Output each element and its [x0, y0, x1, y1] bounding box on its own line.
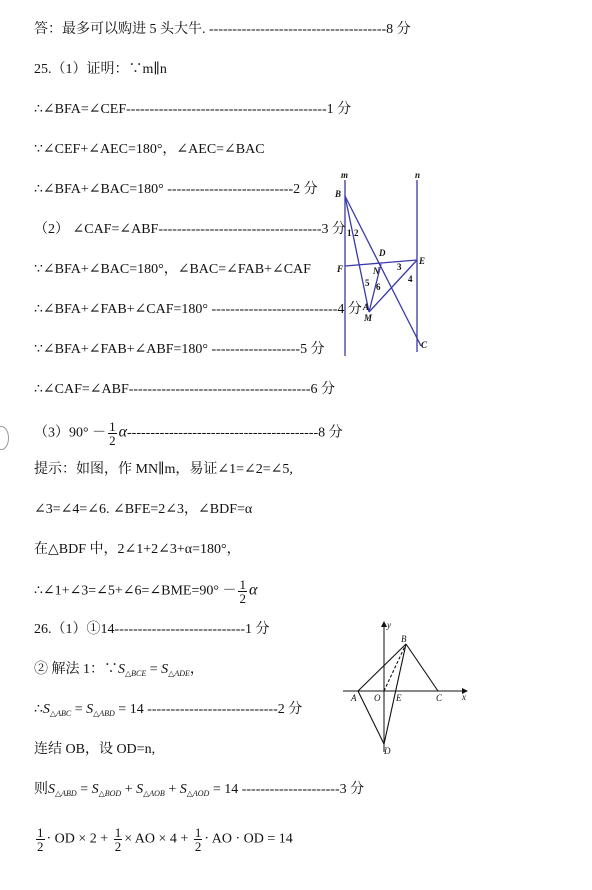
label-D: D — [384, 746, 391, 756]
part3-line — [34, 420, 343, 447]
label-E: E — [419, 256, 426, 266]
angle-label-6: 6 — [376, 282, 381, 292]
label-A: A — [351, 693, 357, 703]
label-A: A — [363, 302, 370, 312]
label-C: C — [421, 340, 428, 350]
part3-prefix: （3）90° － — [34, 425, 107, 441]
label-F: F — [337, 264, 344, 274]
q25-heading: 25.（1）证明：∵m∥n — [34, 62, 167, 77]
segment-BM — [345, 196, 369, 312]
q26-sum-line: 则$S_{\triangle ABD} = S_{\triangle BOD} + S_{\triangle AOB} + S_{\triangle AOD} = 14$ ---------------------3 分 — [34, 782, 365, 798]
fraction-half: $\frac{1}{2}$ — [109, 419, 116, 448]
proof-line-2: ∵∠CEF+∠AEC=180°，∠AEC=∠BAC — [34, 142, 265, 157]
angle-label-5: 5 — [365, 278, 370, 288]
q26-connect-line: 连结 OB，设 OD=n, — [34, 742, 156, 757]
label-x: x — [462, 692, 466, 702]
angle-label-1: 1 — [347, 228, 352, 238]
segment-AB — [358, 644, 406, 691]
coordinate-figure — [338, 618, 473, 758]
label-m: m — [341, 170, 349, 180]
proof-line-6: ∴∠BFA+∠FAB+∠CAF=180° ---------------------------4 分 — [34, 302, 362, 317]
label-E: E — [396, 693, 402, 703]
angle-label-2: 2 — [354, 228, 359, 238]
proof-line-8: ∴∠CAF=∠ABF---------------------------------------6 分 — [34, 382, 336, 397]
q26-heading: 26.（1）①14----------------------------1 分 — [34, 622, 270, 637]
label-C: C — [436, 693, 443, 703]
label-N: N — [373, 266, 380, 276]
geometry-figure-parallel-lines — [325, 168, 440, 360]
hint-line-2: ∠3=∠4=∠6. ∠BFE=2∠3，∠BDF=α — [34, 502, 253, 517]
proof-line-4: （2） ∠CAF=∠ABF-----------------------------------3 分 — [34, 222, 346, 237]
label-O: O — [374, 693, 381, 703]
label-B: B — [401, 634, 407, 644]
fraction-half: $\frac{1}{2}$ — [239, 577, 246, 606]
label-B: B — [335, 189, 342, 199]
hint-line-4 — [34, 578, 257, 605]
segment-BC — [406, 644, 438, 691]
q26-equation-line: $\frac{1}{2}$ · OD × 2 + $\frac{1}{2}$ × AO × 4 + $\frac{1}{2}$ · AO · OD = 14 — [37, 825, 293, 854]
part3-score: -----------------------------------------8 分 — [127, 425, 343, 441]
alpha-symbol: α — [118, 423, 128, 441]
segment-BC — [345, 196, 421, 346]
hint-line-1: 提示：如图，作 MN∥m，易证∠1=∠2=∠5, — [34, 462, 293, 477]
proof-line-5: ∵∠BFA+∠BAC=180°，∠BAC=∠FAB+∠CAF — [34, 262, 311, 277]
angle-label-3: 3 — [397, 262, 402, 272]
segment-DB — [384, 644, 406, 744]
proof-line-7: ∵∠BFA+∠FAB+∠ABF=180° -------------------5 分 — [34, 342, 325, 357]
alpha-symbol: α — [248, 581, 258, 599]
label-n: n — [415, 170, 421, 180]
segment-OB-dashed — [384, 644, 406, 691]
label-y: y — [387, 620, 391, 630]
proof-line-3: ∴∠BFA+∠BAC=180° ---------------------------2 分 — [34, 182, 318, 197]
page-edge-mark — [0, 426, 9, 450]
q26-method-line: ② 解法 1：$\because S_{\triangle BCE} = S_{\triangle ADE}$， — [34, 662, 204, 678]
angle-label-4: 4 — [408, 274, 413, 284]
label-D: D — [379, 248, 386, 258]
hint4-text: ∴∠1+∠3=∠5+∠6=∠BME=90° － — [34, 583, 237, 599]
q26-area-line: $\therefore S_{\triangle ABC} = S_{\triangle ABD} = 14$ ----------------------------2 分 — [34, 702, 303, 718]
answer-line: 答：最多可以购进 5 头大牛. --------------------------------------8 分 — [34, 22, 411, 37]
label-M: M — [364, 313, 373, 323]
proof-line-1: ∴∠BFA=∠CEF-------------------------------------------1 分 — [34, 102, 352, 117]
hint-line-3: 在△BDF 中，2∠1+2∠3+α=180°， — [34, 542, 241, 557]
